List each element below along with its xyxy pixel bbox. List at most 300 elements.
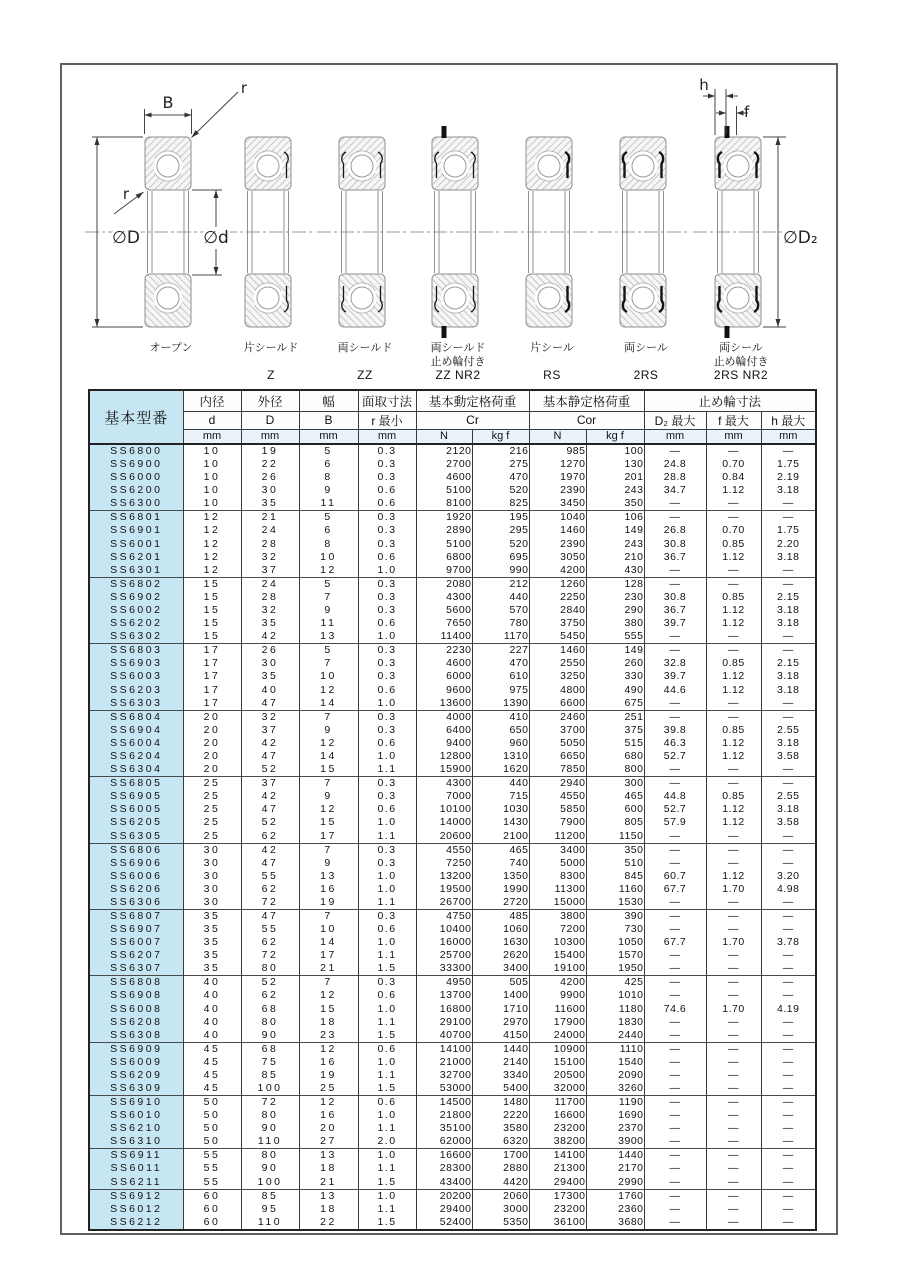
value-cell: 100 — [241, 1082, 299, 1096]
value-cell: 47 — [241, 909, 299, 923]
model-cell: SS6204 — [89, 750, 183, 763]
value-cell: 4150 — [472, 1029, 529, 1043]
value-cell: 243 — [586, 538, 644, 551]
bearing-name: 両シール — [719, 342, 763, 354]
value-cell: — — [761, 949, 816, 962]
unit-mm: mm — [644, 429, 706, 444]
value-cell: 15 — [183, 591, 241, 604]
value-cell: 130 — [586, 458, 644, 471]
value-cell: — — [644, 1176, 706, 1190]
value-cell: 4300 — [416, 777, 472, 791]
value-cell: 0.3 — [358, 577, 416, 591]
value-cell: 19500 — [416, 883, 472, 896]
header-outer-dia: 外径 — [241, 390, 299, 411]
value-cell: 1160 — [586, 883, 644, 896]
value-cell: 16 — [299, 1109, 358, 1122]
model-cell: SS6001 — [89, 538, 183, 551]
bearing-section-4 — [526, 137, 572, 327]
value-cell: 100 — [586, 444, 644, 458]
value-cell: 80 — [241, 962, 299, 976]
header-chamfer: 面取寸法 — [358, 390, 416, 411]
model-cell: SS6211 — [89, 1176, 183, 1190]
value-cell: 149 — [586, 524, 644, 537]
model-cell: SS6207 — [89, 949, 183, 962]
value-cell: 380 — [586, 617, 644, 630]
value-cell: 11600 — [529, 1003, 586, 1016]
value-cell: 7650 — [416, 617, 472, 630]
value-cell: 1.12 — [706, 617, 761, 630]
header-dynamic-load: 基本動定格荷重 — [416, 390, 529, 411]
value-cell: 26700 — [416, 896, 472, 910]
model-cell: SS6009 — [89, 1056, 183, 1069]
value-cell: 15 — [183, 630, 241, 644]
value-cell: 110 — [241, 1216, 299, 1230]
value-cell: 7 — [299, 909, 358, 923]
value-cell: 7 — [299, 710, 358, 724]
unit-kgf: kg f — [586, 429, 644, 444]
value-cell: — — [706, 1149, 761, 1163]
table-row — [89, 936, 816, 949]
value-cell: 21 — [299, 1176, 358, 1190]
value-cell: 0.3 — [358, 644, 416, 658]
value-cell: — — [644, 444, 706, 458]
value-cell: 39.7 — [644, 617, 706, 630]
value-cell: 6800 — [416, 551, 472, 564]
table-row — [89, 657, 816, 670]
bearing-name: 両シールド — [337, 342, 393, 354]
bearing-section-5 — [620, 137, 666, 327]
value-cell: 7 — [299, 843, 358, 857]
value-cell: 0.6 — [358, 1096, 416, 1110]
value-cell: 1530 — [586, 896, 644, 910]
value-cell: 21000 — [416, 1056, 472, 1069]
value-cell: — — [706, 857, 761, 870]
table-row — [89, 737, 816, 750]
value-cell: 9 — [299, 484, 358, 497]
value-cell: 8 — [299, 538, 358, 551]
value-cell: 1.1 — [358, 1016, 416, 1029]
value-cell: 0.3 — [358, 604, 416, 617]
value-cell: 18 — [299, 1162, 358, 1175]
value-cell: 1480 — [472, 1096, 529, 1110]
value-cell: — — [761, 577, 816, 591]
value-cell: 12 — [183, 524, 241, 537]
value-cell: 1.0 — [358, 936, 416, 949]
value-cell: 12 — [299, 803, 358, 816]
value-cell: 0.6 — [358, 923, 416, 936]
value-cell: 825 — [472, 497, 529, 511]
value-cell: 30 — [183, 843, 241, 857]
table-row — [89, 1056, 816, 1069]
value-cell: — — [706, 976, 761, 990]
value-cell: 5000 — [529, 857, 586, 870]
value-cell: — — [644, 989, 706, 1002]
dim-label-groove-dia: ∅D₂ — [783, 228, 818, 248]
value-cell: 2140 — [472, 1056, 529, 1069]
value-cell: 6 — [299, 458, 358, 471]
model-cell: SS6303 — [89, 697, 183, 711]
value-cell: 425 — [586, 976, 644, 990]
value-cell: 14 — [299, 936, 358, 949]
model-cell: SS6305 — [89, 830, 183, 844]
value-cell: 20 — [183, 750, 241, 763]
value-cell: 1830 — [586, 1016, 644, 1029]
bearing-name: 片シール — [530, 342, 574, 354]
value-cell: — — [706, 989, 761, 1002]
value-cell: — — [706, 1082, 761, 1096]
value-cell: 3.58 — [761, 816, 816, 829]
value-cell: 13700 — [416, 989, 472, 1002]
value-cell: 16 — [299, 1056, 358, 1069]
value-cell: — — [761, 923, 816, 936]
table-row — [89, 816, 816, 829]
value-cell: 42 — [241, 737, 299, 750]
value-cell: 22 — [299, 1216, 358, 1230]
value-cell: 14000 — [416, 816, 472, 829]
value-cell: 1060 — [472, 923, 529, 936]
value-cell: 5400 — [472, 1082, 529, 1096]
value-cell: — — [706, 1135, 761, 1149]
bearing-section-1 — [245, 137, 291, 327]
bearing-code: ZZ — [357, 368, 373, 382]
value-cell: 5450 — [529, 630, 586, 644]
value-cell: — — [761, 1069, 816, 1082]
value-cell: 1390 — [472, 697, 529, 711]
value-cell: 40 — [183, 1029, 241, 1043]
bearing-name: 両シールド — [430, 342, 486, 354]
table-row — [89, 976, 816, 990]
table-row — [89, 750, 816, 763]
value-cell: 6400 — [416, 724, 472, 737]
value-cell: 0.3 — [358, 710, 416, 724]
value-cell: 780 — [472, 617, 529, 630]
unit-n: N — [416, 429, 472, 444]
value-cell: 1.75 — [761, 458, 816, 471]
model-cell: SS6802 — [89, 577, 183, 591]
value-cell: 35 — [241, 617, 299, 630]
value-cell: 1440 — [586, 1149, 644, 1163]
value-cell: 3700 — [529, 724, 586, 737]
value-cell: 43400 — [416, 1176, 472, 1190]
value-cell: 7 — [299, 591, 358, 604]
value-cell: 0.85 — [706, 657, 761, 670]
value-cell: 11200 — [529, 830, 586, 844]
value-cell: 32000 — [529, 1082, 586, 1096]
table-row — [89, 630, 816, 644]
value-cell: 55 — [183, 1162, 241, 1175]
model-cell: SS6000 — [89, 471, 183, 484]
value-cell: 2230 — [416, 644, 472, 658]
value-cell: 16600 — [529, 1109, 586, 1122]
value-cell: 330 — [586, 670, 644, 683]
value-cell: 410 — [472, 710, 529, 724]
header-B: B — [299, 411, 358, 429]
value-cell: 2390 — [529, 484, 586, 497]
value-cell: 50 — [183, 1122, 241, 1135]
value-cell: 212 — [472, 577, 529, 591]
value-cell: 10 — [299, 551, 358, 564]
value-cell: 3.18 — [761, 803, 816, 816]
table-row — [89, 710, 816, 724]
value-cell: 390 — [586, 909, 644, 923]
value-cell: 30.8 — [644, 591, 706, 604]
value-cell: 0.3 — [358, 444, 416, 458]
table-row — [89, 1003, 816, 1016]
value-cell: 30 — [241, 484, 299, 497]
value-cell: — — [644, 923, 706, 936]
value-cell: 1690 — [586, 1109, 644, 1122]
value-cell: 20 — [299, 1122, 358, 1135]
value-cell: — — [761, 763, 816, 777]
value-cell: 465 — [472, 843, 529, 857]
value-cell: 440 — [472, 591, 529, 604]
value-cell: 8300 — [529, 870, 586, 883]
bearing-name2: 止め輪付き — [430, 355, 486, 368]
value-cell: 1010 — [586, 989, 644, 1002]
value-cell: 7900 — [529, 816, 586, 829]
model-cell: SS6306 — [89, 896, 183, 910]
value-cell: 0.6 — [358, 1042, 416, 1056]
value-cell: 39.7 — [644, 670, 706, 683]
table-row — [89, 857, 816, 870]
header-width: 幅 — [299, 390, 358, 411]
table-row — [89, 538, 816, 551]
value-cell: — — [761, 1016, 816, 1029]
value-cell: 17 — [299, 949, 358, 962]
value-cell: 465 — [586, 790, 644, 803]
value-cell: 90 — [241, 1122, 299, 1135]
unit-mm: mm — [183, 429, 241, 444]
table-row — [89, 1082, 816, 1096]
value-cell: 10 — [183, 471, 241, 484]
value-cell: 350 — [586, 497, 644, 511]
value-cell: 3680 — [586, 1216, 644, 1230]
value-cell: 1.5 — [358, 962, 416, 976]
dim-label-f: f — [744, 103, 750, 121]
bearing-name: オープン — [149, 342, 193, 354]
value-cell: 12 — [183, 551, 241, 564]
value-cell: 10 — [183, 484, 241, 497]
table-row — [89, 724, 816, 737]
value-cell: 90 — [241, 1029, 299, 1043]
value-cell: 17 — [183, 657, 241, 670]
value-cell: 3250 — [529, 670, 586, 683]
model-cell: SS6201 — [89, 551, 183, 564]
value-cell: 12 — [299, 1042, 358, 1056]
table-row — [89, 1162, 816, 1175]
value-cell: 55 — [241, 923, 299, 936]
value-cell: 0.3 — [358, 857, 416, 870]
value-cell: 19 — [241, 444, 299, 458]
value-cell: — — [644, 710, 706, 724]
value-cell: 1190 — [586, 1096, 644, 1110]
value-cell: 12 — [299, 737, 358, 750]
value-cell: 11400 — [416, 630, 472, 644]
model-cell: SS6006 — [89, 870, 183, 883]
value-cell: 10 — [299, 923, 358, 936]
value-cell: 1.1 — [358, 1162, 416, 1175]
value-cell: — — [706, 577, 761, 591]
value-cell: 2940 — [529, 777, 586, 791]
value-cell: — — [761, 1122, 816, 1135]
value-cell: 0.70 — [706, 458, 761, 471]
table-row — [89, 763, 816, 777]
table-row — [89, 617, 816, 630]
value-cell: 53000 — [416, 1082, 472, 1096]
value-cell: 29400 — [416, 1203, 472, 1216]
value-cell: 30 — [183, 896, 241, 910]
value-cell: 15000 — [529, 896, 586, 910]
model-cell: SS6808 — [89, 976, 183, 990]
value-cell: 40 — [183, 976, 241, 990]
value-cell: 0.3 — [358, 591, 416, 604]
value-cell: 13600 — [416, 697, 472, 711]
table-row — [89, 524, 816, 537]
value-cell: 9700 — [416, 564, 472, 578]
value-cell: 24 — [241, 524, 299, 537]
value-cell: 3.18 — [761, 551, 816, 564]
value-cell: — — [706, 1176, 761, 1190]
value-cell: 1180 — [586, 1003, 644, 1016]
value-cell: 44.6 — [644, 684, 706, 697]
model-cell: SS6205 — [89, 816, 183, 829]
value-cell: 2060 — [472, 1189, 529, 1203]
value-cell: 17 — [183, 684, 241, 697]
dim-label-r-bottom: r — [122, 185, 130, 203]
table-row — [89, 497, 816, 511]
value-cell: 0.6 — [358, 989, 416, 1002]
value-cell: 62 — [241, 936, 299, 949]
value-cell: 32 — [241, 710, 299, 724]
value-cell: 2880 — [472, 1162, 529, 1175]
value-cell: — — [644, 777, 706, 791]
model-cell: SS6900 — [89, 458, 183, 471]
value-cell: 2220 — [472, 1109, 529, 1122]
value-cell: 35100 — [416, 1122, 472, 1135]
table-row — [89, 962, 816, 976]
value-cell: — — [761, 497, 816, 511]
value-cell: 7200 — [529, 923, 586, 936]
value-cell: 9 — [299, 604, 358, 617]
value-cell: 0.6 — [358, 551, 416, 564]
value-cell: — — [706, 843, 761, 857]
value-cell: 1540 — [586, 1056, 644, 1069]
value-cell: 29100 — [416, 1016, 472, 1029]
value-cell: — — [644, 1162, 706, 1175]
value-cell: — — [644, 1109, 706, 1122]
value-cell: — — [644, 577, 706, 591]
value-cell: 35 — [241, 497, 299, 511]
value-cell: 600 — [586, 803, 644, 816]
value-cell: 28 — [241, 591, 299, 604]
value-cell: 14 — [299, 750, 358, 763]
value-cell: 2720 — [472, 896, 529, 910]
model-cell: SS6008 — [89, 1003, 183, 1016]
value-cell: 35 — [183, 962, 241, 976]
value-cell: 14100 — [529, 1149, 586, 1163]
value-cell: 1430 — [472, 816, 529, 829]
unit-mm: mm — [358, 429, 416, 444]
value-cell: 37 — [241, 564, 299, 578]
value-cell: 2.19 — [761, 471, 816, 484]
value-cell: 4550 — [416, 843, 472, 857]
value-cell: — — [644, 564, 706, 578]
value-cell: 4200 — [529, 564, 586, 578]
value-cell: 32 — [241, 604, 299, 617]
value-cell: 1.12 — [706, 670, 761, 683]
value-cell: 28 — [241, 538, 299, 551]
table-row — [89, 1042, 816, 1056]
model-cell: SS6202 — [89, 617, 183, 630]
value-cell: 3260 — [586, 1082, 644, 1096]
value-cell: 4800 — [529, 684, 586, 697]
value-cell: 13 — [299, 1149, 358, 1163]
bearing-label-2rsnr2 — [681, 342, 801, 383]
value-cell: 1.0 — [358, 1056, 416, 1069]
value-cell: 12 — [183, 538, 241, 551]
value-cell: 0.85 — [706, 724, 761, 737]
value-cell: 47 — [241, 857, 299, 870]
value-cell: 35 — [183, 949, 241, 962]
value-cell: 80 — [241, 1149, 299, 1163]
header-D: D — [241, 411, 299, 429]
value-cell: — — [644, 830, 706, 844]
value-cell: 20 — [183, 710, 241, 724]
value-cell: 2550 — [529, 657, 586, 670]
value-cell: — — [706, 830, 761, 844]
value-cell: 610 — [472, 670, 529, 683]
value-cell: 275 — [472, 458, 529, 471]
value-cell: — — [644, 909, 706, 923]
value-cell: 5050 — [529, 737, 586, 750]
value-cell: — — [706, 1096, 761, 1110]
value-cell: 37 — [241, 724, 299, 737]
value-cell: 74.6 — [644, 1003, 706, 1016]
value-cell: 990 — [472, 564, 529, 578]
value-cell: — — [644, 630, 706, 644]
value-cell: — — [644, 1056, 706, 1069]
value-cell: 45 — [183, 1069, 241, 1082]
model-cell: SS6307 — [89, 962, 183, 976]
value-cell: 0.85 — [706, 538, 761, 551]
value-cell: 3000 — [472, 1203, 529, 1216]
value-cell: — — [706, 1162, 761, 1175]
value-cell: 12 — [299, 989, 358, 1002]
value-cell: 4550 — [529, 790, 586, 803]
value-cell: 695 — [472, 551, 529, 564]
value-cell: 2250 — [529, 591, 586, 604]
table-row — [89, 843, 816, 857]
value-cell: — — [761, 976, 816, 990]
bearing-code: Z — [267, 368, 275, 382]
model-cell: SS6907 — [89, 923, 183, 936]
value-cell: — — [644, 1042, 706, 1056]
value-cell: 3750 — [529, 617, 586, 630]
value-cell: 5 — [299, 511, 358, 525]
value-cell: — — [706, 923, 761, 936]
value-cell: 1150 — [586, 830, 644, 844]
value-cell: 52 — [241, 816, 299, 829]
value-cell: 1950 — [586, 962, 644, 976]
value-cell: 52.7 — [644, 803, 706, 816]
value-cell: 55 — [241, 870, 299, 883]
value-cell: 715 — [472, 790, 529, 803]
value-cell: 9 — [299, 790, 358, 803]
table-row — [89, 471, 816, 484]
value-cell: 50 — [183, 1135, 241, 1149]
table-row — [89, 949, 816, 962]
value-cell: 15 — [299, 816, 358, 829]
